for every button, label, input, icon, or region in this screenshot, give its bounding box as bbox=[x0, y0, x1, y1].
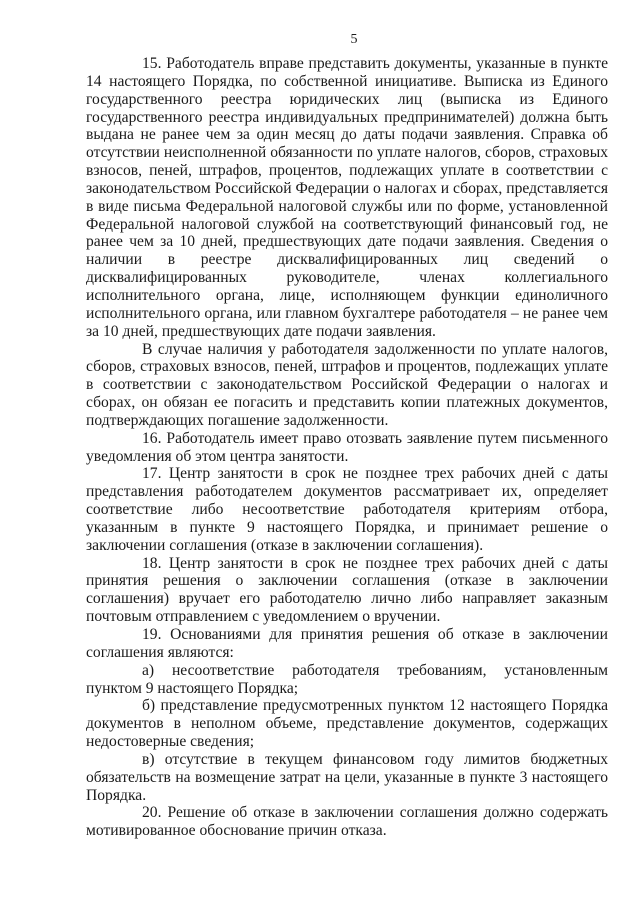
page-number: 5 bbox=[350, 32, 358, 47]
paragraph-16: 16. Работодатель имеет право отозвать заявление путем письменного уведомления об этом центра занятости. bbox=[86, 429, 608, 465]
paragraph-19: 19. Основаниями для принятия решения об отказе в заключении соглашения являются: bbox=[86, 626, 608, 661]
paragraph-18: 18. Центр занятости в срок не позднее трех рабочих дней с даты принятия решения о заключении соглашения (отказе в заключении соглашения) вручает его работодателю лично либо направляет заказным почтовым отправлением с уведомлением о вручении. bbox=[86, 554, 608, 626]
paragraph-15: 15. Работодатель вправе представить документы, указанные в пункте 14 настоящего Порядка, по собственной инициативе. Выписка из Единого государственного реестра юридических лиц (выписка из Единого государственного реестра индивидуальных предпринимателей) должна быть выдана не ранее чем за один месяц до даты подачи заявления. Справка об отсутствии неисполненной обязанности по уплате налогов, сборов, страховых взносов, пеней, штрафов, процентов, подлежащих уплате в соответствии с законодательством Российской Федерации о налогах и сборах, представляется в виде письма Федеральной налоговой службы или по форме, установленной Федеральной налоговой службой на соответствующий финансовый год, не ранее чем за 10 дней, предшествующих дате подачи заявления. Сведения о наличии в реестре дисквалифицированных лиц сведений о дисквалифицированных руководителе, членах коллегиального исполнительного органа, лице, исполняющем функции единоличного исполнительного органа, или главном бухгалтере работодателя – не ранее чем за 10 дней, предшествующих дате подачи заявления. bbox=[86, 55, 608, 340]
paragraph-15-debt: В случае наличия у работодателя задолженности по уплате налогов, сборов, страховых взносов, пеней, штрафов и процентов, подлежащих уплате в соответствии с законодательством Российской Федерации о налогах и сборах, он обязан ее погасить и представить копии платежных документов, подтверждающих погашение задолженности. bbox=[86, 340, 608, 429]
list-item-b: б) представление предусмотренных пунктом 12 настоящего Порядка документов в неполном объеме, представление документов, содержащих недостоверные сведения; bbox=[86, 697, 608, 751]
paragraph-20: 20. Решение об отказе в заключении соглашения должно содержать мотивированное обоснование причин отказа. bbox=[86, 804, 608, 840]
list-item-a: а) несоответствие работодателя требованиям, установленным пунктом 9 настоящего Порядка; bbox=[86, 661, 608, 697]
list-item-v: в) отсутствие в текущем финансовом году лимитов бюджетных обязательств на возмещение затрат на цели, указанные в пункте 3 настоящего Порядка. bbox=[86, 750, 608, 804]
paragraph-17: 17. Центр занятости в срок не позднее трех рабочих дней с даты представления работодателем документов рассматривает их, определяет соответствие либо несоответствие работодателя критериям отбора, указанным в пункте 9 настоящего Порядка, и принимает решение о заключении соглашения (отказе в заключении соглашения). bbox=[86, 465, 608, 554]
